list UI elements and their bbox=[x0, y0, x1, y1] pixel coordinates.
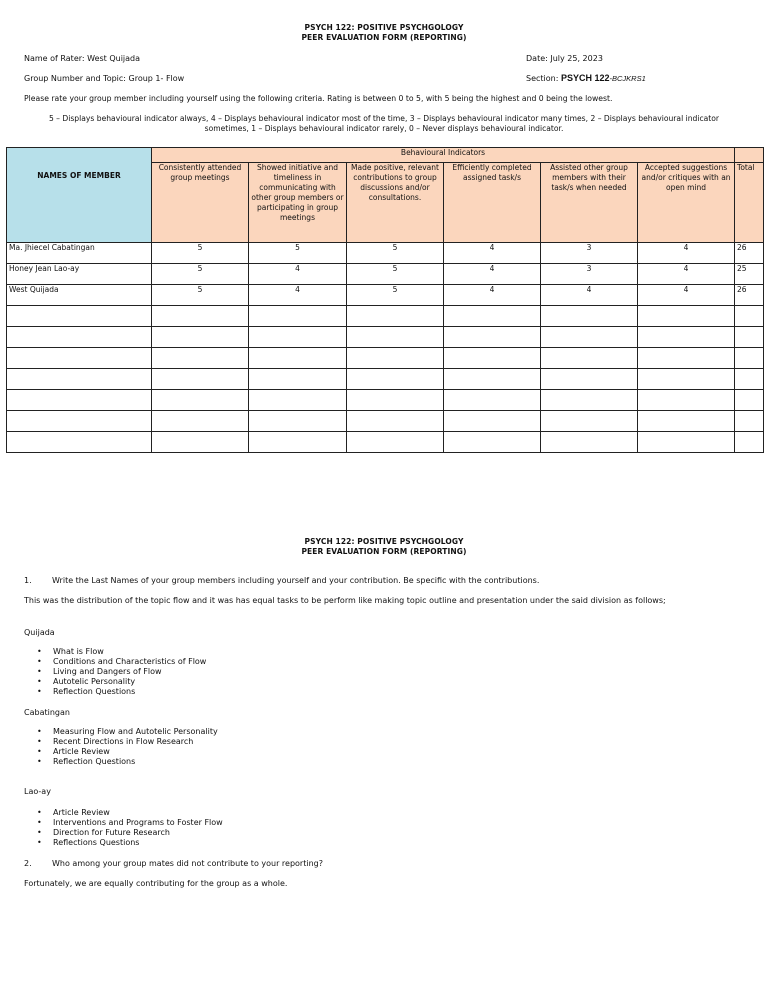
score-cell bbox=[444, 327, 541, 348]
member-contribution-list bbox=[24, 647, 206, 697]
list-item-text: Article Review bbox=[53, 808, 110, 817]
bullet-icon: • bbox=[37, 828, 42, 837]
form-subtitle: PEER EVALUATION FORM (REPORTING) bbox=[301, 33, 467, 42]
rater-name: Name of Rater: West Quijada bbox=[24, 54, 141, 63]
total-header: Total bbox=[735, 163, 764, 243]
score-cell bbox=[638, 306, 735, 327]
score-cell bbox=[541, 432, 638, 453]
score-cell bbox=[152, 411, 249, 432]
names-of-member-header: NAMES OF MEMBER bbox=[7, 148, 152, 243]
list-item-text: What is Flow bbox=[53, 647, 104, 656]
rating-instructions: Please rate your group member including yourself using the following criteria. Rating is between 0 to 5, with 5 being the highest and 0 being the lowest. bbox=[24, 94, 613, 103]
score-cell: 4 bbox=[638, 243, 735, 264]
member-name-cell bbox=[7, 327, 152, 348]
score-cell bbox=[347, 369, 444, 390]
question-2 bbox=[24, 859, 323, 868]
table-row bbox=[7, 432, 764, 453]
table-header-row bbox=[7, 148, 764, 163]
table-row bbox=[7, 411, 764, 432]
course-title: PSYCH 122: POSITIVE PSYCHGOLOGY bbox=[304, 537, 464, 546]
total-cell bbox=[735, 390, 764, 411]
score-cell bbox=[444, 411, 541, 432]
member-name: Lao-ay bbox=[24, 787, 51, 796]
list-item bbox=[24, 647, 206, 657]
score-cell bbox=[152, 327, 249, 348]
question-1 bbox=[24, 576, 540, 585]
member-name-cell bbox=[7, 369, 152, 390]
total-cell bbox=[735, 327, 764, 348]
total-cell bbox=[735, 369, 764, 390]
score-cell: 4 bbox=[444, 243, 541, 264]
table-row bbox=[7, 348, 764, 369]
member-name: Cabatingan bbox=[24, 708, 70, 717]
score-cell bbox=[152, 306, 249, 327]
score-cell bbox=[347, 306, 444, 327]
list-item bbox=[24, 677, 206, 687]
total-cell bbox=[735, 432, 764, 453]
score-cell bbox=[347, 411, 444, 432]
score-cell bbox=[347, 432, 444, 453]
score-cell bbox=[541, 306, 638, 327]
score-cell bbox=[638, 327, 735, 348]
score-cell bbox=[249, 411, 347, 432]
criterion-header: Assisted other group members with their task/s when needed bbox=[541, 163, 638, 243]
group-topic: Group Number and Topic: Group 1- Flow bbox=[24, 74, 185, 83]
score-cell bbox=[249, 369, 347, 390]
score-cell: 5 bbox=[152, 243, 249, 264]
list-item-text: Reflection Questions bbox=[53, 687, 136, 696]
list-item-text: Reflection Questions bbox=[53, 757, 136, 766]
bullet-icon: • bbox=[37, 818, 42, 827]
score-cell bbox=[638, 348, 735, 369]
score-cell bbox=[249, 390, 347, 411]
list-item-text: Living and Dangers of Flow bbox=[53, 667, 162, 676]
table-row bbox=[7, 306, 764, 327]
score-cell bbox=[152, 348, 249, 369]
question-2-number: 2. bbox=[24, 859, 32, 868]
score-cell bbox=[347, 390, 444, 411]
bullet-icon: • bbox=[37, 667, 42, 676]
section-suffix: -BCJKRS1 bbox=[609, 74, 646, 83]
bullet-icon: • bbox=[37, 687, 42, 696]
score-cell: 5 bbox=[347, 243, 444, 264]
score-cell bbox=[638, 411, 735, 432]
score-cell bbox=[541, 369, 638, 390]
table-row bbox=[7, 390, 764, 411]
score-cell: 4 bbox=[444, 285, 541, 306]
peer-evaluation-table bbox=[6, 147, 764, 453]
table-row bbox=[7, 243, 764, 264]
total-header-blank bbox=[735, 148, 764, 163]
table-row bbox=[7, 264, 764, 285]
form-title bbox=[0, 23, 768, 43]
score-cell: 5 bbox=[152, 264, 249, 285]
section-label: Section: bbox=[526, 74, 561, 83]
score-cell bbox=[638, 369, 735, 390]
score-cell bbox=[152, 432, 249, 453]
question-2-text: Who among your group mates did not contribute to your reporting? bbox=[52, 859, 323, 868]
score-cell bbox=[638, 390, 735, 411]
score-cell bbox=[444, 390, 541, 411]
member-name: Quijada bbox=[24, 628, 55, 637]
evaluation-date: Date: July 25, 2023 bbox=[526, 54, 603, 63]
bullet-icon: • bbox=[37, 757, 42, 766]
topic-distribution: This was the distribution of the topic flow and it was has equal tasks to be perform like making topic outline and presentation under the said division as follows; bbox=[24, 596, 666, 605]
score-cell bbox=[249, 348, 347, 369]
score-cell bbox=[152, 390, 249, 411]
bullet-icon: • bbox=[37, 657, 42, 666]
list-item bbox=[24, 757, 218, 767]
table-row bbox=[7, 285, 764, 306]
total-cell: 26 bbox=[735, 243, 764, 264]
list-item bbox=[24, 687, 206, 697]
score-cell: 5 bbox=[152, 285, 249, 306]
member-name-cell bbox=[7, 432, 152, 453]
member-name-cell: West Quijada bbox=[7, 285, 152, 306]
section-line bbox=[526, 73, 646, 83]
score-cell bbox=[541, 348, 638, 369]
score-cell bbox=[444, 432, 541, 453]
list-item bbox=[24, 747, 218, 757]
criterion-header: Efficiently completed assigned task/s bbox=[444, 163, 541, 243]
score-cell: 4 bbox=[444, 264, 541, 285]
member-name-cell bbox=[7, 411, 152, 432]
criterion-header: Showed initiative and timeliness in communicating with other group members or participating in group meetings bbox=[249, 163, 347, 243]
score-cell: 5 bbox=[347, 285, 444, 306]
score-cell: 5 bbox=[347, 264, 444, 285]
list-item-text: Reflections Questions bbox=[53, 838, 140, 847]
list-item bbox=[24, 737, 218, 747]
list-item-text: Article Review bbox=[53, 747, 110, 756]
form-title-page-2 bbox=[0, 537, 768, 557]
rating-scale-line-1: 5 – Displays behavioural indicator always, 4 – Displays behavioural indicator most of the time, 3 – Displays behavioural indicator many times, 2 – Displays behavioural indicator bbox=[48, 114, 720, 123]
score-cell bbox=[249, 432, 347, 453]
total-cell bbox=[735, 411, 764, 432]
table-body bbox=[7, 243, 764, 453]
score-cell bbox=[541, 411, 638, 432]
list-item bbox=[24, 667, 206, 677]
bullet-icon: • bbox=[37, 727, 42, 736]
list-item-text: Autotelic Personality bbox=[53, 677, 136, 686]
score-cell bbox=[541, 390, 638, 411]
score-cell: 4 bbox=[541, 285, 638, 306]
list-item-text: Interventions and Programs to Foster Flow bbox=[53, 818, 223, 827]
score-cell: 3 bbox=[541, 264, 638, 285]
total-cell: 26 bbox=[735, 285, 764, 306]
member-contribution-list bbox=[24, 808, 223, 848]
member-name-cell bbox=[7, 306, 152, 327]
list-item bbox=[24, 657, 206, 667]
score-cell bbox=[249, 327, 347, 348]
bullet-icon: • bbox=[37, 737, 42, 746]
member-contribution-list bbox=[24, 727, 218, 767]
list-item bbox=[24, 828, 223, 838]
total-cell: 25 bbox=[735, 264, 764, 285]
score-cell bbox=[249, 306, 347, 327]
bullet-icon: • bbox=[37, 677, 42, 686]
question-2-answer: Fortunately, we are equally contributing for the group as a whole. bbox=[24, 879, 288, 888]
score-cell: 5 bbox=[249, 243, 347, 264]
score-cell bbox=[444, 306, 541, 327]
list-item-text: Recent Directions in Flow Research bbox=[53, 737, 194, 746]
rating-scale-line-2: sometimes, 1 – Displays behavioural indicator rarely, 0 – Never displays behavioural indicator. bbox=[204, 124, 564, 133]
score-cell bbox=[152, 369, 249, 390]
score-cell bbox=[444, 348, 541, 369]
total-cell bbox=[735, 306, 764, 327]
question-1-number: 1. bbox=[24, 576, 32, 585]
section-code: PSYCH 122 bbox=[560, 73, 610, 83]
member-name-cell: Ma. Jhiecel Cabatingan bbox=[7, 243, 152, 264]
score-cell: 4 bbox=[638, 264, 735, 285]
bullet-icon: • bbox=[37, 747, 42, 756]
list-item bbox=[24, 808, 223, 818]
table-row bbox=[7, 327, 764, 348]
member-name-cell bbox=[7, 348, 152, 369]
score-cell: 4 bbox=[249, 285, 347, 306]
criterion-header: Accepted suggestions and/or critiques with an open mind bbox=[638, 163, 735, 243]
member-name-cell bbox=[7, 390, 152, 411]
list-item-text: Direction for Future Research bbox=[53, 828, 170, 837]
list-item-text: Conditions and Characteristics of Flow bbox=[53, 657, 207, 666]
score-cell bbox=[541, 327, 638, 348]
score-cell bbox=[347, 327, 444, 348]
total-cell bbox=[735, 348, 764, 369]
list-item bbox=[24, 838, 223, 848]
score-cell bbox=[444, 369, 541, 390]
rating-scale bbox=[0, 114, 768, 134]
list-item bbox=[24, 727, 218, 737]
score-cell bbox=[638, 432, 735, 453]
score-cell: 4 bbox=[249, 264, 347, 285]
list-item bbox=[24, 818, 223, 828]
score-cell bbox=[347, 348, 444, 369]
criterion-header: Made positive, relevant contributions to group discussions and/or consultations. bbox=[347, 163, 444, 243]
question-1-text: Write the Last Names of your group members including yourself and your contribution. Be specific with the contributions. bbox=[52, 576, 540, 585]
course-title: PSYCH 122: POSITIVE PSYCHGOLOGY bbox=[304, 23, 464, 32]
list-item-text: Measuring Flow and Autotelic Personality bbox=[53, 727, 218, 736]
behavioural-indicators-header: Behavioural Indicators bbox=[152, 148, 735, 163]
bullet-icon: • bbox=[37, 838, 42, 847]
criterion-header: Consistently attended group meetings bbox=[152, 163, 249, 243]
table-row bbox=[7, 369, 764, 390]
bullet-icon: • bbox=[37, 808, 42, 817]
form-subtitle: PEER EVALUATION FORM (REPORTING) bbox=[301, 547, 467, 556]
score-cell: 4 bbox=[638, 285, 735, 306]
bullet-icon: • bbox=[37, 647, 42, 656]
score-cell: 3 bbox=[541, 243, 638, 264]
member-name-cell: Honey Jean Lao-ay bbox=[7, 264, 152, 285]
